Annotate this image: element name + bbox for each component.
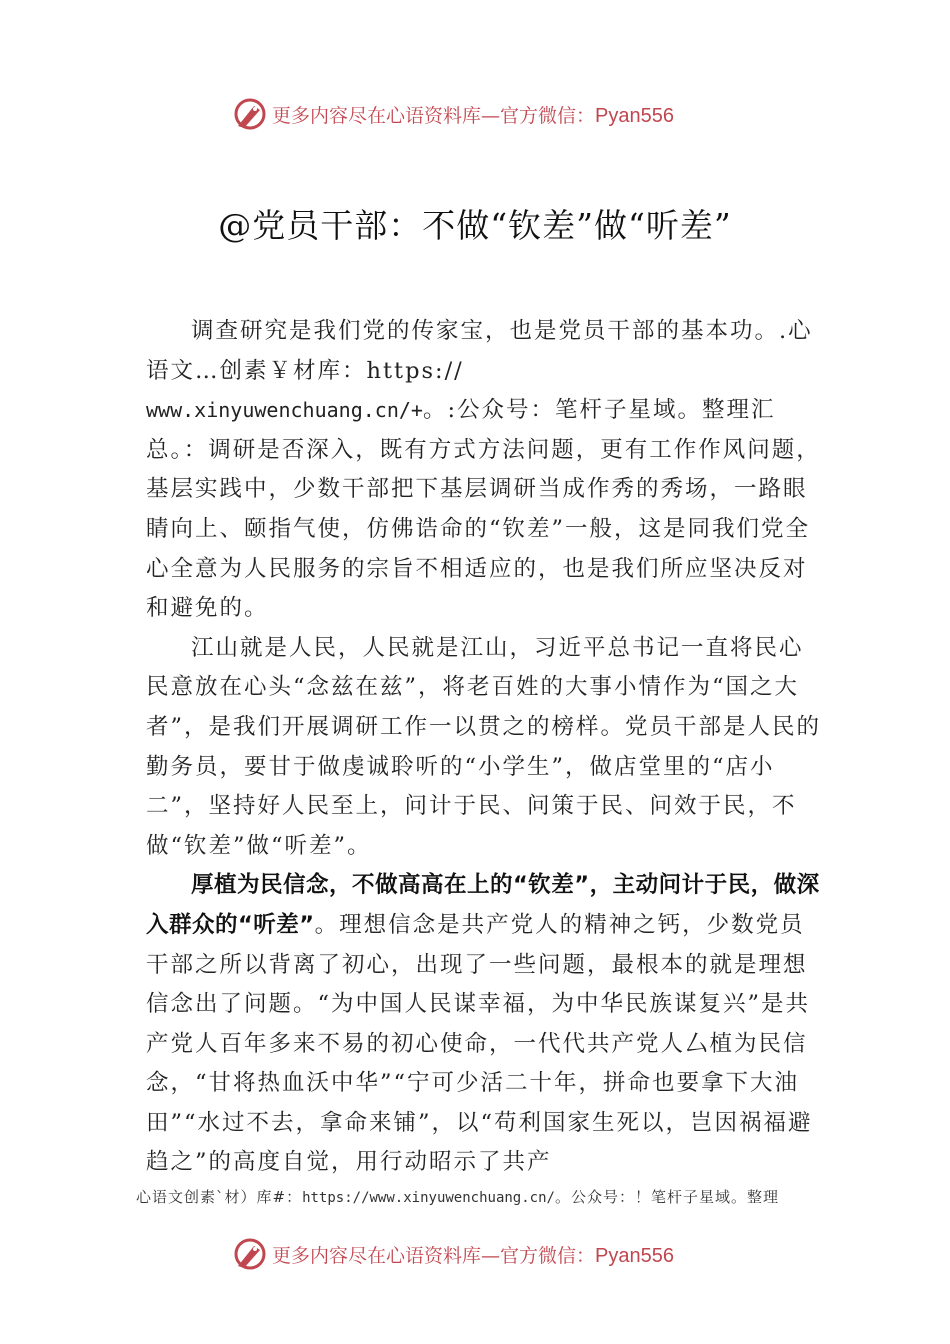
document-title: @党员干部：不做“钦差”做“听差” — [218, 206, 732, 245]
paragraph-4: 厚植为民信念，不做高高在上的“钦差”，主动问计于民，做深入群众的“听差”。理想信念是共产党人的精神之钙，少数党员干部之所以背离了初心，出现了一些问题，最根本的就是理想信念出了问题。“为中国人民谋幸福，为中华民族谋复兴”是共产党人百年多来不易的初心使命，一代代共产党人厶植为民信念，“甘将热血沃中华”“宁可少活二十年，拼命也要拿下大油田”“水过不去，拿命来铺”，以“苟利国家生死以，岂因祸福避趋之”的高度自觉，用行动昭示了共产 — [146, 872, 820, 1176]
paragraph-1: 调查研究是我们党的传家宝，也是党员干部的基本功。.心语文…创素￥材库：https:// — [146, 318, 813, 384]
wechat-id: Pyan556 — [595, 1244, 674, 1267]
pen-nib-logo-icon — [232, 1236, 268, 1272]
footer-note: 心语文创素`材）库#：https://www.xinyuwenchuang.cn/。公众号：！笔杆子星域。整理 — [136, 1188, 779, 1206]
paragraph-heading: 厚植为民信念，不做高高在上的“钦差”，主动问计于民，做深入群众的“听差” — [146, 872, 820, 938]
banner-text: 更多内容尽在心语资料库—官方微信：Pyan556 — [272, 104, 674, 127]
pen-nib-logo-icon — [232, 96, 268, 132]
footer-url[interactable]: https://www.xinyuwenchuang.cn/ — [302, 1190, 555, 1206]
document-body — [146, 312, 826, 1183]
paragraph-url: www.xinyuwenchuang.cn/+ — [146, 398, 423, 423]
paragraph-3: 江山就是人民，人民就是江山，习近平总书记一直将民心民意放在心头“念兹在兹”，将老百姓的大事小情作为“国之大者”，是我们开展调研工作一以贯之的榜样。党员干部是人民的勤务员，要甘于做虔诚聆听的“小学生”，做店堂里的“店小二”，坚持好人民至上，问计于民、问策于民、问效于民，不做“钦差”做“听差”。 — [146, 634, 822, 859]
footer-banner — [0, 1234, 950, 1274]
wechat-id: Pyan556 — [595, 104, 674, 127]
banner-text: 更多内容尽在心语资料库—官方微信：Pyan556 — [272, 1244, 674, 1267]
paragraph-2: www.xinyuwenchuang.cn/+。:公众号：笔杆子星域。整理汇总。：调研是否深入，既有方式方法问题，更有工作作风问题，基层实践中，少数干部把下基层调研当成作秀的秀场，一路眼睛向上、颐指气使，仿佛诰命的“钦差”一般，这是同我们党全心全意为人民服务的宗旨不相适应的，也是我们所应坚决反对和避免的。 — [146, 397, 821, 622]
header-banner — [0, 94, 950, 134]
